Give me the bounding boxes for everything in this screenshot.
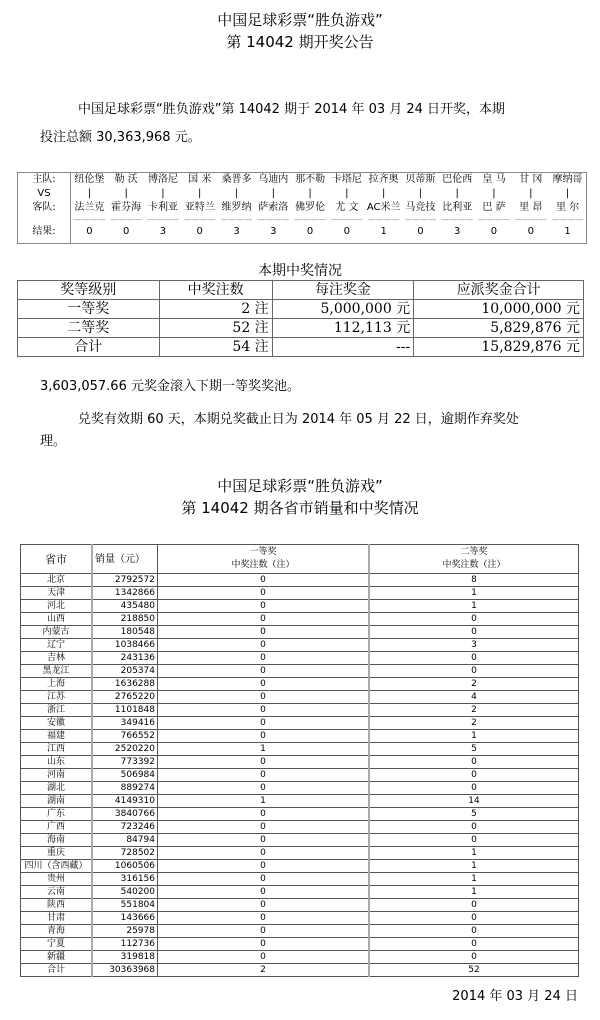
table-row [21, 951, 579, 964]
second-prize-count: 0 [369, 951, 579, 964]
province-name: 河北 [21, 600, 93, 613]
province-name: 湖北 [21, 782, 93, 795]
table-row [21, 639, 579, 652]
dash-mark: ———— [551, 215, 584, 224]
second-prize-title: 二等奖 [460, 547, 488, 557]
away-team: 法兰克 [74, 202, 105, 213]
dash-mark: ———— [404, 215, 437, 224]
vs-mark: | [381, 188, 386, 199]
table-row [21, 860, 579, 873]
validity-line-1: 兑奖有效期 60 天，本期兑奖截止日为 2014 年 05 月 22 日，逾期作弃奖处 [78, 412, 519, 427]
table-row [21, 652, 579, 665]
province-name: 福建 [21, 730, 93, 743]
province-table [20, 544, 579, 977]
prize-count: 54 注 [159, 338, 272, 357]
province-name: 江苏 [21, 691, 93, 704]
province-sales: 766552 [92, 730, 158, 743]
table-row [21, 873, 579, 886]
vs-mark: | [529, 188, 533, 199]
second-prize-count: 0 [369, 925, 579, 938]
table-row [21, 704, 579, 717]
first-prize-count: 2 [158, 964, 370, 977]
second-prize-count: 1 [369, 873, 579, 886]
prize-total: 5,829,876 元 [414, 319, 584, 338]
away-team: 卡利亚 [147, 202, 178, 213]
first-prize-count: 0 [158, 678, 370, 691]
footer-date: 2014 年 03 月 24 日 [452, 989, 578, 1004]
second-prize-count: 5 [369, 743, 579, 756]
dash-mark: ———— [257, 215, 290, 224]
table-row [21, 574, 579, 587]
dash-mark: ———— [183, 215, 216, 224]
match-column [71, 173, 108, 243]
second-prize-count: 0 [369, 626, 579, 639]
vs-mark: | [418, 188, 423, 199]
match-result: 0 [86, 226, 93, 237]
province-sales: 84794 [92, 834, 158, 847]
province-sales: 728502 [92, 847, 158, 860]
province-sales: 218850 [92, 613, 158, 626]
province-sales: 2520220 [92, 743, 158, 756]
province-name: 重庆 [21, 847, 93, 860]
table-row [21, 743, 579, 756]
home-team: 皇 马 [482, 174, 506, 185]
prize-summary-title: 本期中奖情况 [258, 263, 342, 279]
header-per: 每注奖金 [272, 281, 414, 300]
away-team: 佛罗伦 [295, 202, 326, 213]
home-team: 博洛尼 [147, 174, 178, 185]
vs-label: VS [37, 188, 51, 199]
second-prize-count: 0 [369, 782, 579, 795]
intro-line-1: 中国足球彩票“胜负游戏”第 14042 期于 2014 年 03 月 24 日开奖，本期 [78, 102, 506, 117]
province-sales: 180548 [92, 626, 158, 639]
second-prize-subtitle: 中奖注数（注） [442, 560, 506, 570]
away-team: 马竞技 [405, 202, 436, 213]
match-column [218, 173, 255, 243]
first-prize-subtitle: 中奖注数（注） [231, 560, 295, 570]
prize-per: --- [272, 338, 414, 357]
province-sales: 243136 [92, 652, 158, 665]
second-prize-count: 0 [369, 821, 579, 834]
province-name: 广东 [21, 808, 93, 821]
second-prize-count: 0 [369, 665, 579, 678]
first-prize-count: 0 [158, 834, 370, 847]
first-prize-count: 0 [158, 717, 370, 730]
match-table [17, 172, 587, 244]
first-prize-count: 0 [158, 860, 370, 873]
table-row [21, 795, 579, 808]
match-column [292, 173, 329, 243]
second-prize-count: 1 [369, 860, 579, 873]
table-row [21, 964, 579, 977]
second-prize-count: 1 [369, 847, 579, 860]
province-sales: 1060506 [92, 860, 158, 873]
match-result: 0 [122, 226, 130, 237]
home-team: 拉齐奥 [368, 174, 399, 185]
home-team: 那不勒 [295, 174, 326, 185]
first-prize-count: 0 [158, 613, 370, 626]
vs-mark: | [124, 188, 128, 199]
match-result: 0 [343, 226, 351, 237]
match-column [549, 173, 586, 243]
province-sales: 25978 [92, 925, 158, 938]
second-prize-count: 0 [369, 899, 579, 912]
prize-per: 5,000,000 元 [272, 300, 414, 319]
dash-mark: ———— [367, 215, 400, 224]
first-prize-count: 0 [158, 782, 370, 795]
first-prize-count: 0 [158, 730, 370, 743]
first-prize-count: 0 [158, 600, 370, 613]
vs-mark: | [565, 188, 570, 199]
province-sales: 30363968 [92, 964, 158, 977]
match-column [328, 173, 365, 243]
first-prize-count: 0 [158, 756, 370, 769]
match-column [145, 173, 182, 243]
second-prize-count: 0 [369, 834, 579, 847]
validity-line-2: 理。 [40, 434, 67, 449]
match-column [255, 173, 292, 243]
province-name: 云南 [21, 886, 93, 899]
home-team: 卡塔尼 [331, 174, 362, 185]
second-prize-count: 1 [369, 587, 579, 600]
dash-mark: ———— [477, 215, 510, 224]
prize-per: 112,113 元 [272, 319, 414, 338]
province-sales: 4149310 [92, 795, 158, 808]
province-sales: 1038466 [92, 639, 158, 652]
second-prize-count: 1 [369, 730, 579, 743]
province-sales: 319818 [92, 951, 158, 964]
prize-level: 二等奖 [18, 319, 160, 338]
header-first-prize [158, 545, 370, 574]
first-prize-count: 0 [158, 951, 370, 964]
province-name: 青海 [21, 925, 93, 938]
vs-mark: | [345, 188, 349, 199]
match-result: 3 [454, 226, 461, 237]
away-team: 霍芬海 [111, 202, 142, 213]
match-result: 1 [564, 226, 571, 237]
match-column [439, 173, 476, 243]
header-second-prize [369, 545, 579, 574]
table-row [21, 691, 579, 704]
province-name: 黑龙江 [21, 665, 93, 678]
rollover-text: 3,603,057.66 元奖金滚入下期一等奖奖池。 [40, 379, 300, 394]
province-name: 江西 [21, 743, 93, 756]
away-team: 维罗纳 [221, 202, 252, 213]
province-name: 广西 [21, 821, 93, 834]
province-sales: 112736 [92, 938, 158, 951]
first-prize-count: 0 [158, 704, 370, 717]
second-prize-count: 3 [369, 639, 579, 652]
first-prize-count: 0 [158, 665, 370, 678]
table-row [21, 613, 579, 626]
match-labels [18, 173, 71, 243]
first-prize-count: 0 [158, 847, 370, 860]
home-team: 纽伦堡 [74, 174, 105, 185]
first-prize-count: 1 [158, 795, 370, 808]
match-result: 0 [527, 226, 534, 237]
province-sales: 723246 [92, 821, 158, 834]
second-prize-count: 5 [369, 808, 579, 821]
table-row [21, 808, 579, 821]
province-name: 山东 [21, 756, 93, 769]
first-prize-count: 0 [158, 626, 370, 639]
province-subtitle: 第 14042 期各省市销量和中奖情况 [181, 499, 419, 517]
home-team: 贝蒂斯 [405, 174, 436, 185]
table-row [21, 600, 579, 613]
vs-mark: | [87, 188, 92, 199]
province-name: 宁夏 [21, 938, 93, 951]
away-label: 客队: [32, 202, 56, 213]
province-sales: 1636288 [92, 678, 158, 691]
match-result: 3 [270, 226, 277, 237]
first-prize-count: 0 [158, 691, 370, 704]
province-sales: 551804 [92, 899, 158, 912]
home-team: 桑普多 [221, 174, 252, 185]
home-team: 国 米 [188, 174, 212, 185]
province-sales: 435480 [92, 600, 158, 613]
home-label: 主队: [32, 174, 56, 185]
match-result: 0 [306, 226, 314, 237]
match-result: 3 [159, 226, 167, 237]
first-prize-count: 0 [158, 652, 370, 665]
second-prize-count: 1 [369, 886, 579, 899]
table-row [21, 886, 579, 899]
away-team: 萨索洛 [258, 202, 289, 213]
second-prize-count: 2 [369, 704, 579, 717]
table-row [21, 730, 579, 743]
second-prize-count: 0 [369, 756, 579, 769]
header-count: 中奖注数 [159, 281, 272, 300]
second-prize-count: 0 [369, 613, 579, 626]
province-name: 天津 [21, 587, 93, 600]
table-row [21, 821, 579, 834]
prize-total: 15,829,876 元 [414, 338, 584, 357]
home-team: 甘 冈 [519, 174, 543, 185]
first-prize-count: 0 [158, 912, 370, 925]
table-row [21, 678, 579, 691]
table-row [21, 756, 579, 769]
vs-mark: | [308, 188, 312, 199]
prize-summary-table [17, 280, 584, 357]
second-prize-count: 1 [369, 600, 579, 613]
province-sales: 205374 [92, 665, 158, 678]
table-row [21, 665, 579, 678]
province-title: 中国足球彩票“胜负游戏” [217, 477, 383, 495]
away-team: 比利亚 [442, 202, 473, 213]
table-row [21, 912, 579, 925]
dash-mark: ———— [441, 215, 474, 224]
away-team: 尤 文 [335, 202, 359, 213]
result-label: 结果: [32, 226, 56, 237]
province-name: 内蒙古 [21, 626, 93, 639]
province-sales: 316156 [92, 873, 158, 886]
dash-mark: ———— [220, 215, 253, 224]
province-name: 北京 [21, 574, 93, 587]
province-sales: 889274 [92, 782, 158, 795]
header-level: 奖等级别 [18, 281, 160, 300]
second-prize-count: 0 [369, 912, 579, 925]
first-prize-count: 0 [158, 769, 370, 782]
vs-mark: | [492, 188, 496, 199]
province-name: 海南 [21, 834, 93, 847]
province-name: 河南 [21, 769, 93, 782]
match-result: 1 [380, 226, 387, 237]
match-column [108, 173, 145, 243]
away-team: 里 尔 [555, 202, 580, 213]
table-row [21, 834, 579, 847]
second-prize-count: 0 [369, 938, 579, 951]
announcement-title: 中国足球彩票“胜负游戏” [217, 11, 383, 29]
first-prize-count: 0 [158, 639, 370, 652]
table-row [21, 938, 579, 951]
province-sales: 143666 [92, 912, 158, 925]
table-row [21, 847, 579, 860]
match-column [402, 173, 439, 243]
second-prize-count: 0 [369, 652, 579, 665]
province-name: 辽宁 [21, 639, 93, 652]
away-team: AC米兰 [366, 202, 401, 213]
second-prize-count: 4 [369, 691, 579, 704]
first-prize-title: 一等奖 [249, 547, 277, 557]
table-row [21, 587, 579, 600]
header-province: 省市 [21, 545, 93, 574]
province-sales: 2792572 [92, 574, 158, 587]
province-name: 新疆 [21, 951, 93, 964]
vs-mark: | [455, 188, 459, 199]
second-prize-count: 2 [369, 717, 579, 730]
vs-mark: | [234, 188, 239, 199]
table-row [21, 782, 579, 795]
match-column [512, 173, 549, 243]
province-sales: 3840766 [92, 808, 158, 821]
match-result: 0 [417, 226, 424, 237]
province-name: 四川（含西藏） [21, 860, 93, 873]
province-name: 贵州 [21, 873, 93, 886]
table-row [21, 925, 579, 938]
table-row [21, 769, 579, 782]
header-total: 应派奖金合计 [414, 281, 584, 300]
first-prize-count: 0 [158, 925, 370, 938]
prize-level: 合计 [18, 338, 160, 357]
province-sales: 773392 [92, 756, 158, 769]
home-team: 巴伦西 [442, 174, 473, 185]
intro-line-2: 投注总额 30,363,968 元。 [40, 130, 201, 145]
match-result: 3 [233, 226, 240, 237]
second-prize-count: 14 [369, 795, 579, 808]
match-column [476, 173, 513, 243]
table-row [21, 899, 579, 912]
first-prize-count: 1 [158, 743, 370, 756]
table-row [18, 300, 584, 319]
match-column [365, 173, 402, 243]
away-team: 亚特兰 [184, 202, 215, 213]
province-name: 甘肃 [21, 912, 93, 925]
dash-mark: ———— [73, 215, 106, 224]
header-sales: 销量（元） [92, 545, 158, 574]
table-row [18, 338, 584, 357]
away-team: 巴 萨 [482, 202, 506, 213]
first-prize-count: 0 [158, 886, 370, 899]
announcement-subtitle: 第 14042 期开奖公告 [226, 33, 374, 51]
prize-count: 2 注 [159, 300, 272, 319]
province-sales: 1101848 [92, 704, 158, 717]
province-sales: 2765220 [92, 691, 158, 704]
first-prize-count: 0 [158, 821, 370, 834]
province-name: 上海 [21, 678, 93, 691]
province-sales: 540200 [92, 886, 158, 899]
dash-mark: ———— [330, 215, 363, 224]
province-sales: 349416 [92, 717, 158, 730]
province-name: 陕西 [21, 899, 93, 912]
province-name: 吉林 [21, 652, 93, 665]
vs-mark: | [161, 188, 165, 199]
second-prize-count: 52 [369, 964, 579, 977]
first-prize-count: 0 [158, 808, 370, 821]
vs-mark: | [271, 188, 275, 199]
first-prize-count: 0 [158, 574, 370, 587]
table-row [18, 319, 584, 338]
first-prize-count: 0 [158, 938, 370, 951]
dash-mark: ———— [146, 215, 179, 224]
province-sales: 506984 [92, 769, 158, 782]
province-sales: 1342866 [92, 587, 158, 600]
match-column [181, 173, 218, 243]
vs-mark: | [198, 188, 202, 199]
home-team: 摩纳哥 [552, 174, 583, 185]
prize-total: 10,000,000 元 [414, 300, 584, 319]
table-row [21, 717, 579, 730]
prize-level: 一等奖 [18, 300, 160, 319]
prize-count: 52 注 [159, 319, 272, 338]
dash-mark: ———— [294, 215, 327, 224]
second-prize-count: 8 [369, 574, 579, 587]
province-name: 湖南 [21, 795, 93, 808]
match-result: 0 [196, 226, 203, 237]
match-result: 0 [490, 226, 498, 237]
first-prize-count: 0 [158, 873, 370, 886]
first-prize-count: 0 [158, 587, 370, 600]
away-team: 里 昂 [519, 202, 543, 213]
second-prize-count: 2 [369, 678, 579, 691]
province-name: 浙江 [21, 704, 93, 717]
province-name: 合计 [21, 964, 93, 977]
home-team: 勒 沃 [114, 174, 138, 185]
home-team: 乌迪内 [258, 174, 289, 185]
dash-mark: ———— [514, 215, 547, 224]
second-prize-count: 0 [369, 769, 579, 782]
first-prize-count: 0 [158, 899, 370, 912]
table-row [21, 626, 579, 639]
province-name: 安徽 [21, 717, 93, 730]
province-name: 山西 [21, 613, 93, 626]
dash-mark: ———— [110, 215, 143, 224]
